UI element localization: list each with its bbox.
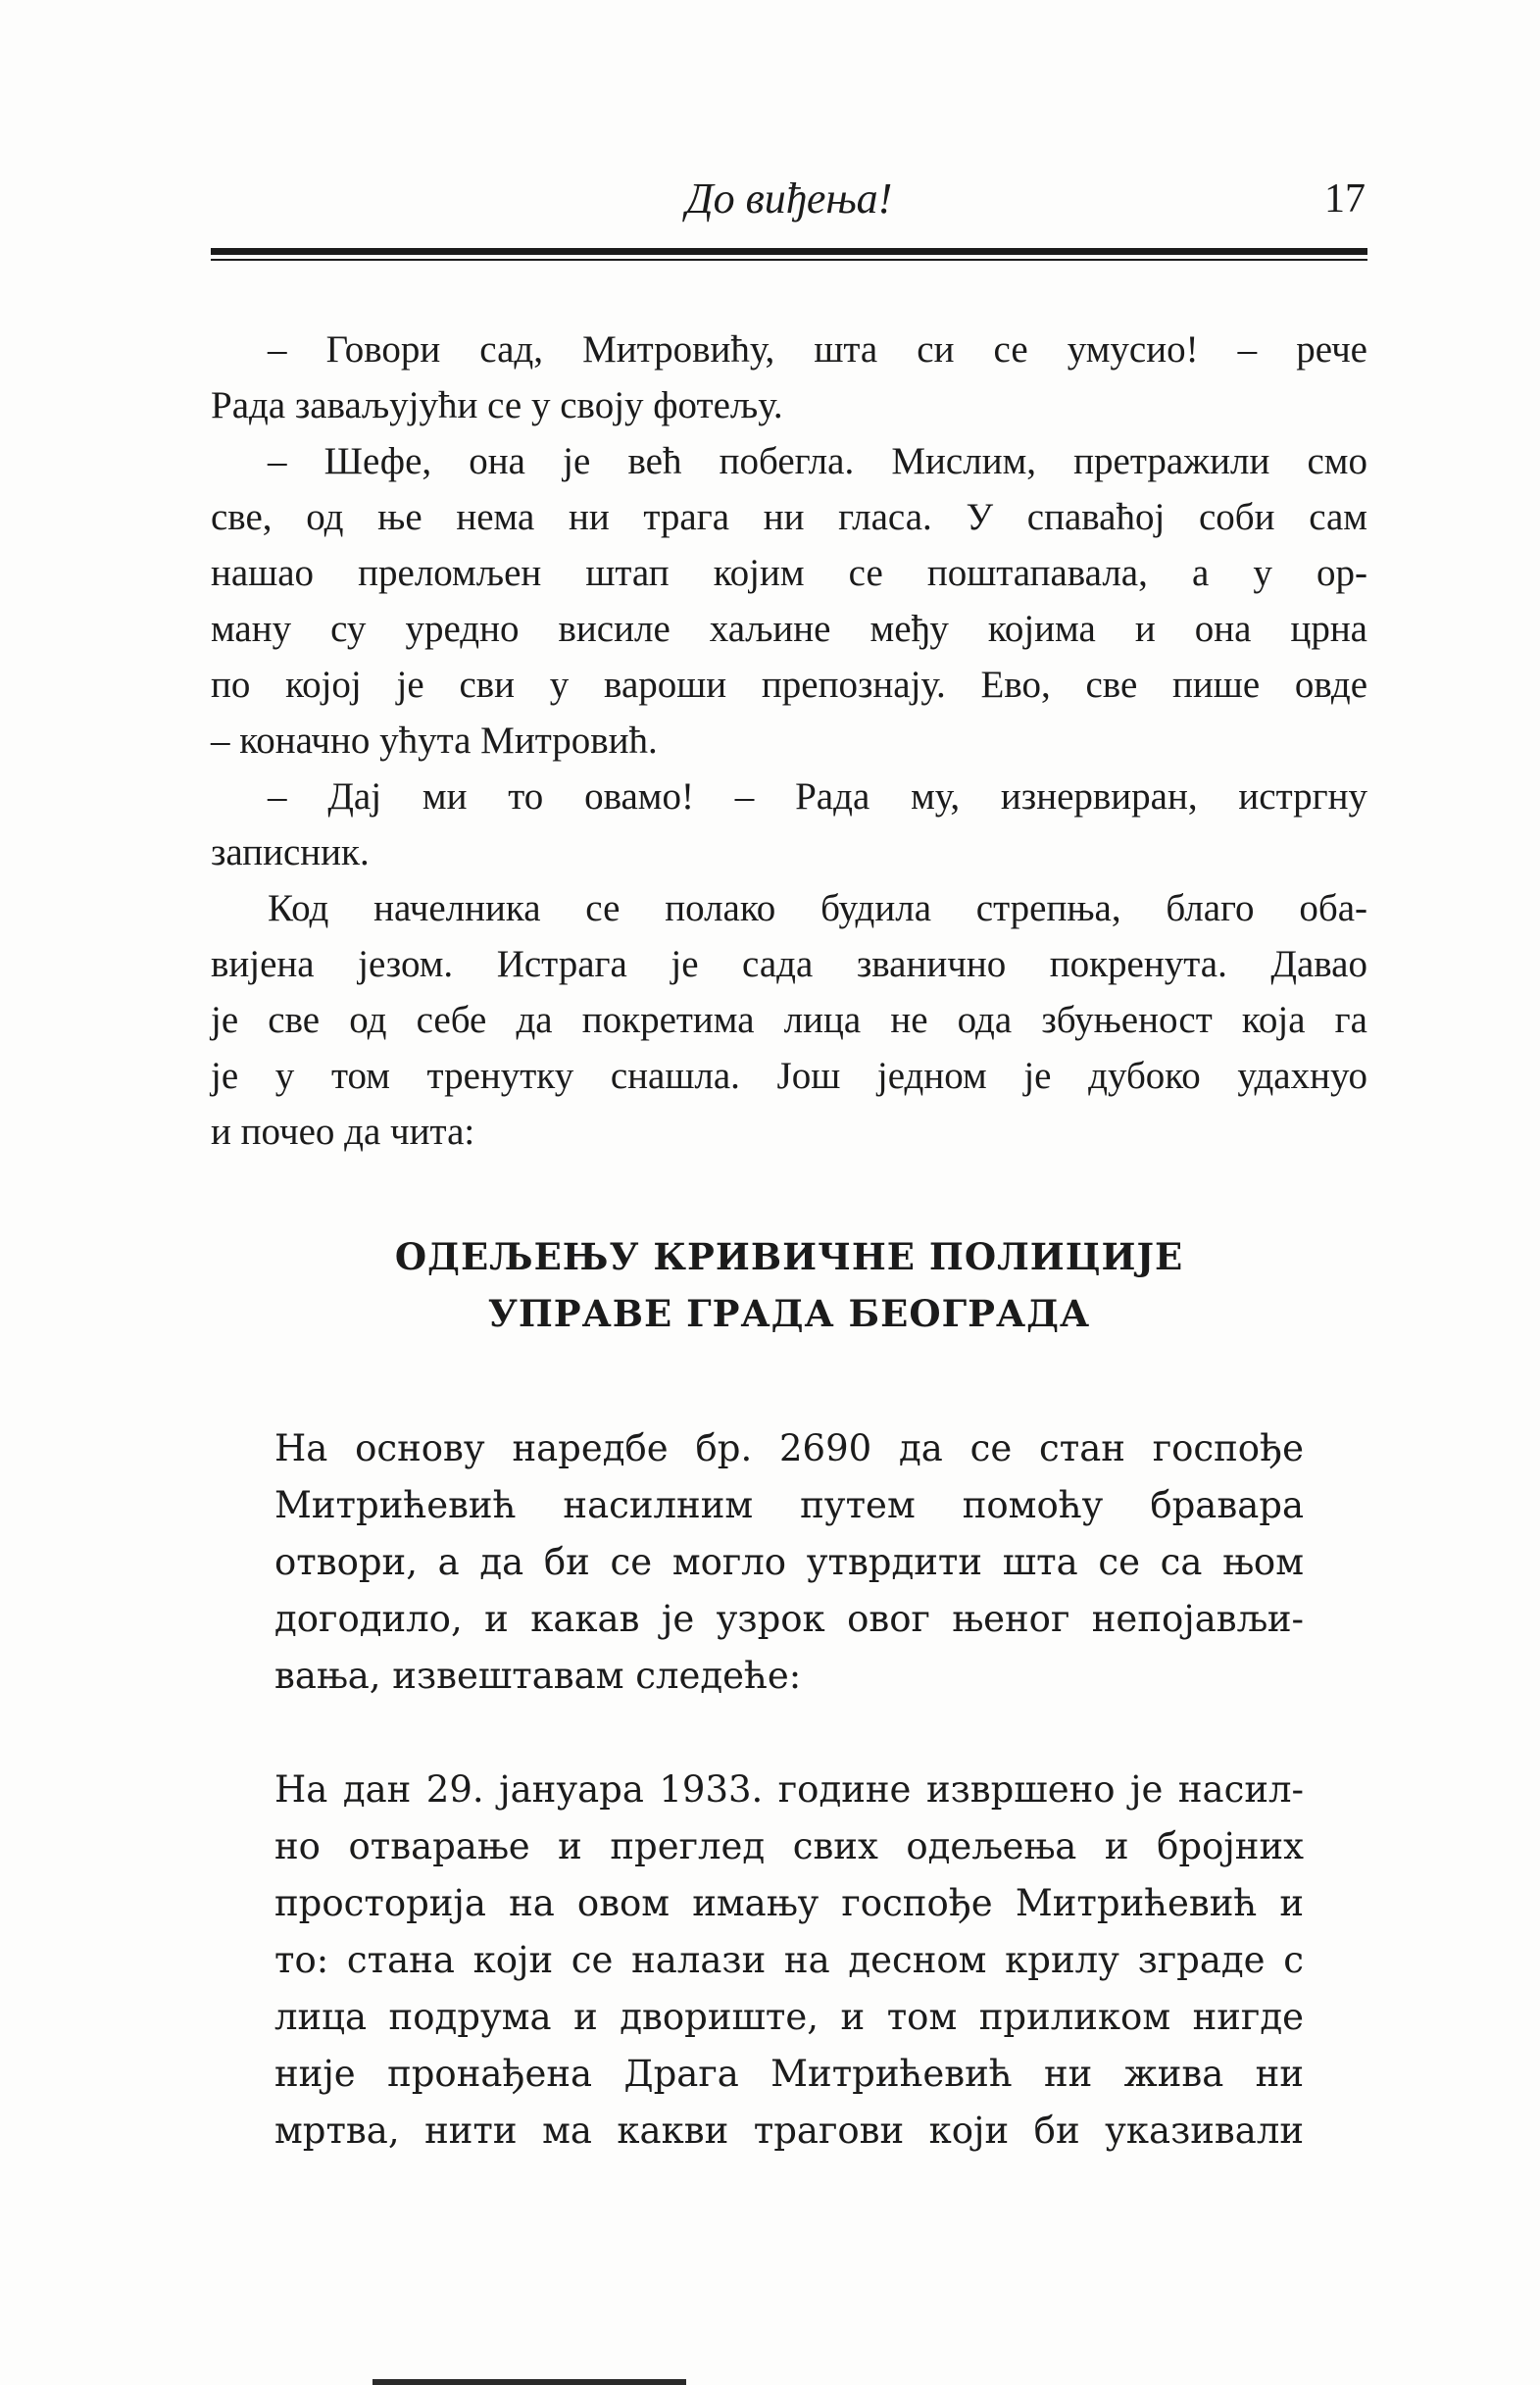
text-line: то: стана који се налази на десном крилу зграде с: [274, 1939, 1304, 1981]
running-title: До виђења!: [685, 174, 893, 223]
page-number: 17: [1324, 176, 1366, 222]
paragraph: [211, 769, 1367, 880]
paragraph: [211, 880, 1367, 1160]
header-rule: [211, 248, 1367, 261]
text-line: мртва, нити ма какви трагови који би указивали: [274, 2110, 1304, 2152]
paragraph: [211, 322, 1367, 433]
text-line: – Шефе, она је већ побегла. Мислим, претражили смо: [268, 440, 1367, 482]
report-block: [274, 1420, 1304, 2160]
text-line: није пронађена Драга Митрићевић ни жива ни: [274, 2053, 1304, 2095]
page-header: [211, 174, 1367, 224]
text-block: [211, 0, 1367, 2160]
narrative-text: [211, 322, 1367, 1160]
report-heading-line: УПРАВЕ ГРАДА БЕОГРАДА: [487, 1292, 1091, 1335]
report-heading-line: ОДЕЉЕЊУ КРИВИЧНЕ ПОЛИЦИЈЕ: [394, 1235, 1184, 1278]
report-heading: [211, 1228, 1367, 1342]
text-line: нашао преломљен штап којим се поштапавала, а у ор-: [211, 552, 1367, 594]
report-paragraph: [274, 1762, 1304, 2160]
text-line: просторија на овом имању госпође Митрићевић и: [274, 1882, 1304, 1924]
text-line: вијена језом. Истрага је сада званично покренута. Давао: [211, 943, 1367, 985]
text-line: – Говори сад, Митровићу, шта си се умусио! – рече: [268, 328, 1367, 371]
text-line: На основу наредбе бр. 2690 да се стан госпође: [274, 1427, 1304, 1469]
text-line: по којој је сви у вароши препознају. Ево, све пише овде: [211, 664, 1367, 706]
text-line: вања, извештавам следеће:: [274, 1655, 802, 1697]
text-line: На дан 29. јануара 1933. године извршено је насил-: [274, 1768, 1304, 1811]
text-line: но отварање и преглед свих одељења и бројних: [274, 1825, 1304, 1867]
scan-artifact: [373, 2379, 686, 2385]
text-line: Рада заваљујући се у своју фотељу.: [211, 384, 783, 426]
text-line: отвори, а да би се могло утврдити шта се са њом: [274, 1541, 1304, 1583]
text-line: ману су уредно висиле хаљине међу којима и она црна: [211, 608, 1367, 650]
paragraph: [211, 433, 1367, 769]
text-line: је све од себе да покретима лица не ода збуњеност која га: [211, 999, 1367, 1041]
text-line: Код начелника се полако будила стрепња, благо оба-: [268, 887, 1367, 929]
text-line: догодило, и какав је узрок овог њеног непојављи-: [274, 1598, 1304, 1640]
report-paragraph: [274, 1420, 1304, 1705]
text-line: и почео да чита:: [211, 1111, 475, 1153]
text-line: – Дај ми то овамо! – Рада му, изнервиран, истргну: [268, 775, 1367, 818]
text-line: је у том тренутку снашла. Још једном је дубоко удахнуо: [211, 1055, 1367, 1097]
text-line: Митрићевић насилним путем помоћу бравара: [274, 1484, 1304, 1526]
text-line: – коначно ућута Митровић.: [211, 720, 658, 762]
text-line: записник.: [211, 831, 370, 873]
text-line: лица подрума и двориште, и том приликом нигде: [274, 1996, 1304, 2038]
text-line: све, од ње нема ни трага ни гласа. У спаваћој соби сам: [211, 496, 1367, 538]
